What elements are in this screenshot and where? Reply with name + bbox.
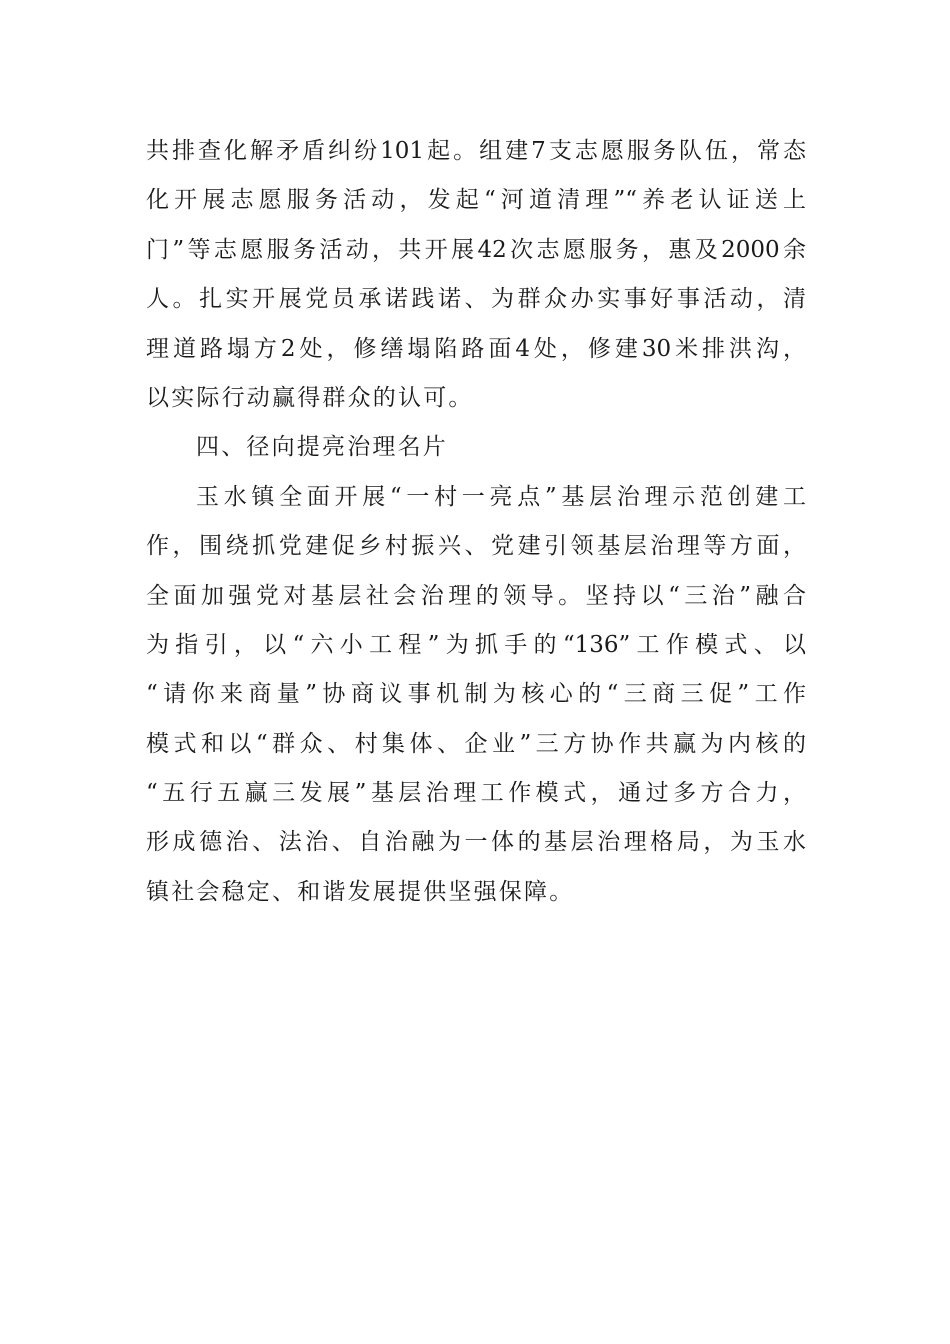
section-heading: 四、径向提亮治理名片 (196, 434, 448, 461)
paragraph-line: 镇社会稳定、和谐发展提供坚强保障。 (146, 878, 575, 905)
paragraph-line: 理道路塌方2处，修缮塌陷路面4处，修建30米排洪沟， (146, 335, 806, 362)
paragraph-line: 为指引，以“六小工程”为抓手的“136”工作模式、以 (146, 631, 806, 658)
paragraph-line: 作，围绕抓党建促乡村振兴、党建引领基层治理等方面， (146, 533, 806, 560)
paragraph-line: 形成德治、法治、自治融为一体的基层治理格局，为玉水 (146, 829, 806, 856)
paragraph-line: 人。扎实开展党员承诺践诺、为群众办实事好事活动，清 (146, 286, 806, 313)
paragraph-line: 玉水镇全面开展“一村一亮点”基层治理示范创建工 (196, 483, 806, 510)
paragraph-line: “请你来商量”协商议事机制为核心的“三商三促”工作 (146, 681, 806, 708)
paragraph-line: 全面加强党对基层社会治理的领导。坚持以“三治”融合 (146, 582, 806, 609)
document-body (146, 127, 806, 917)
paragraph-line: 化开展志愿服务活动，发起“河道清理”“养老认证送上 (146, 187, 806, 214)
paragraph-line: 模式和以“群众、村集体、企业”三方协作共赢为内核的 (146, 730, 806, 757)
paragraph-line: 门”等志愿服务活动，共开展42次志愿服务，惠及2000余 (146, 236, 806, 263)
paragraph-line: 以实际行动赢得群众的认可。 (146, 384, 474, 411)
paragraph-line: 共排查化解矛盾纠纷101起。组建7支志愿服务队伍，常态 (146, 138, 806, 164)
paragraph-line: “五行五赢三发展”基层治理工作模式，通过多方合力， (146, 780, 806, 807)
